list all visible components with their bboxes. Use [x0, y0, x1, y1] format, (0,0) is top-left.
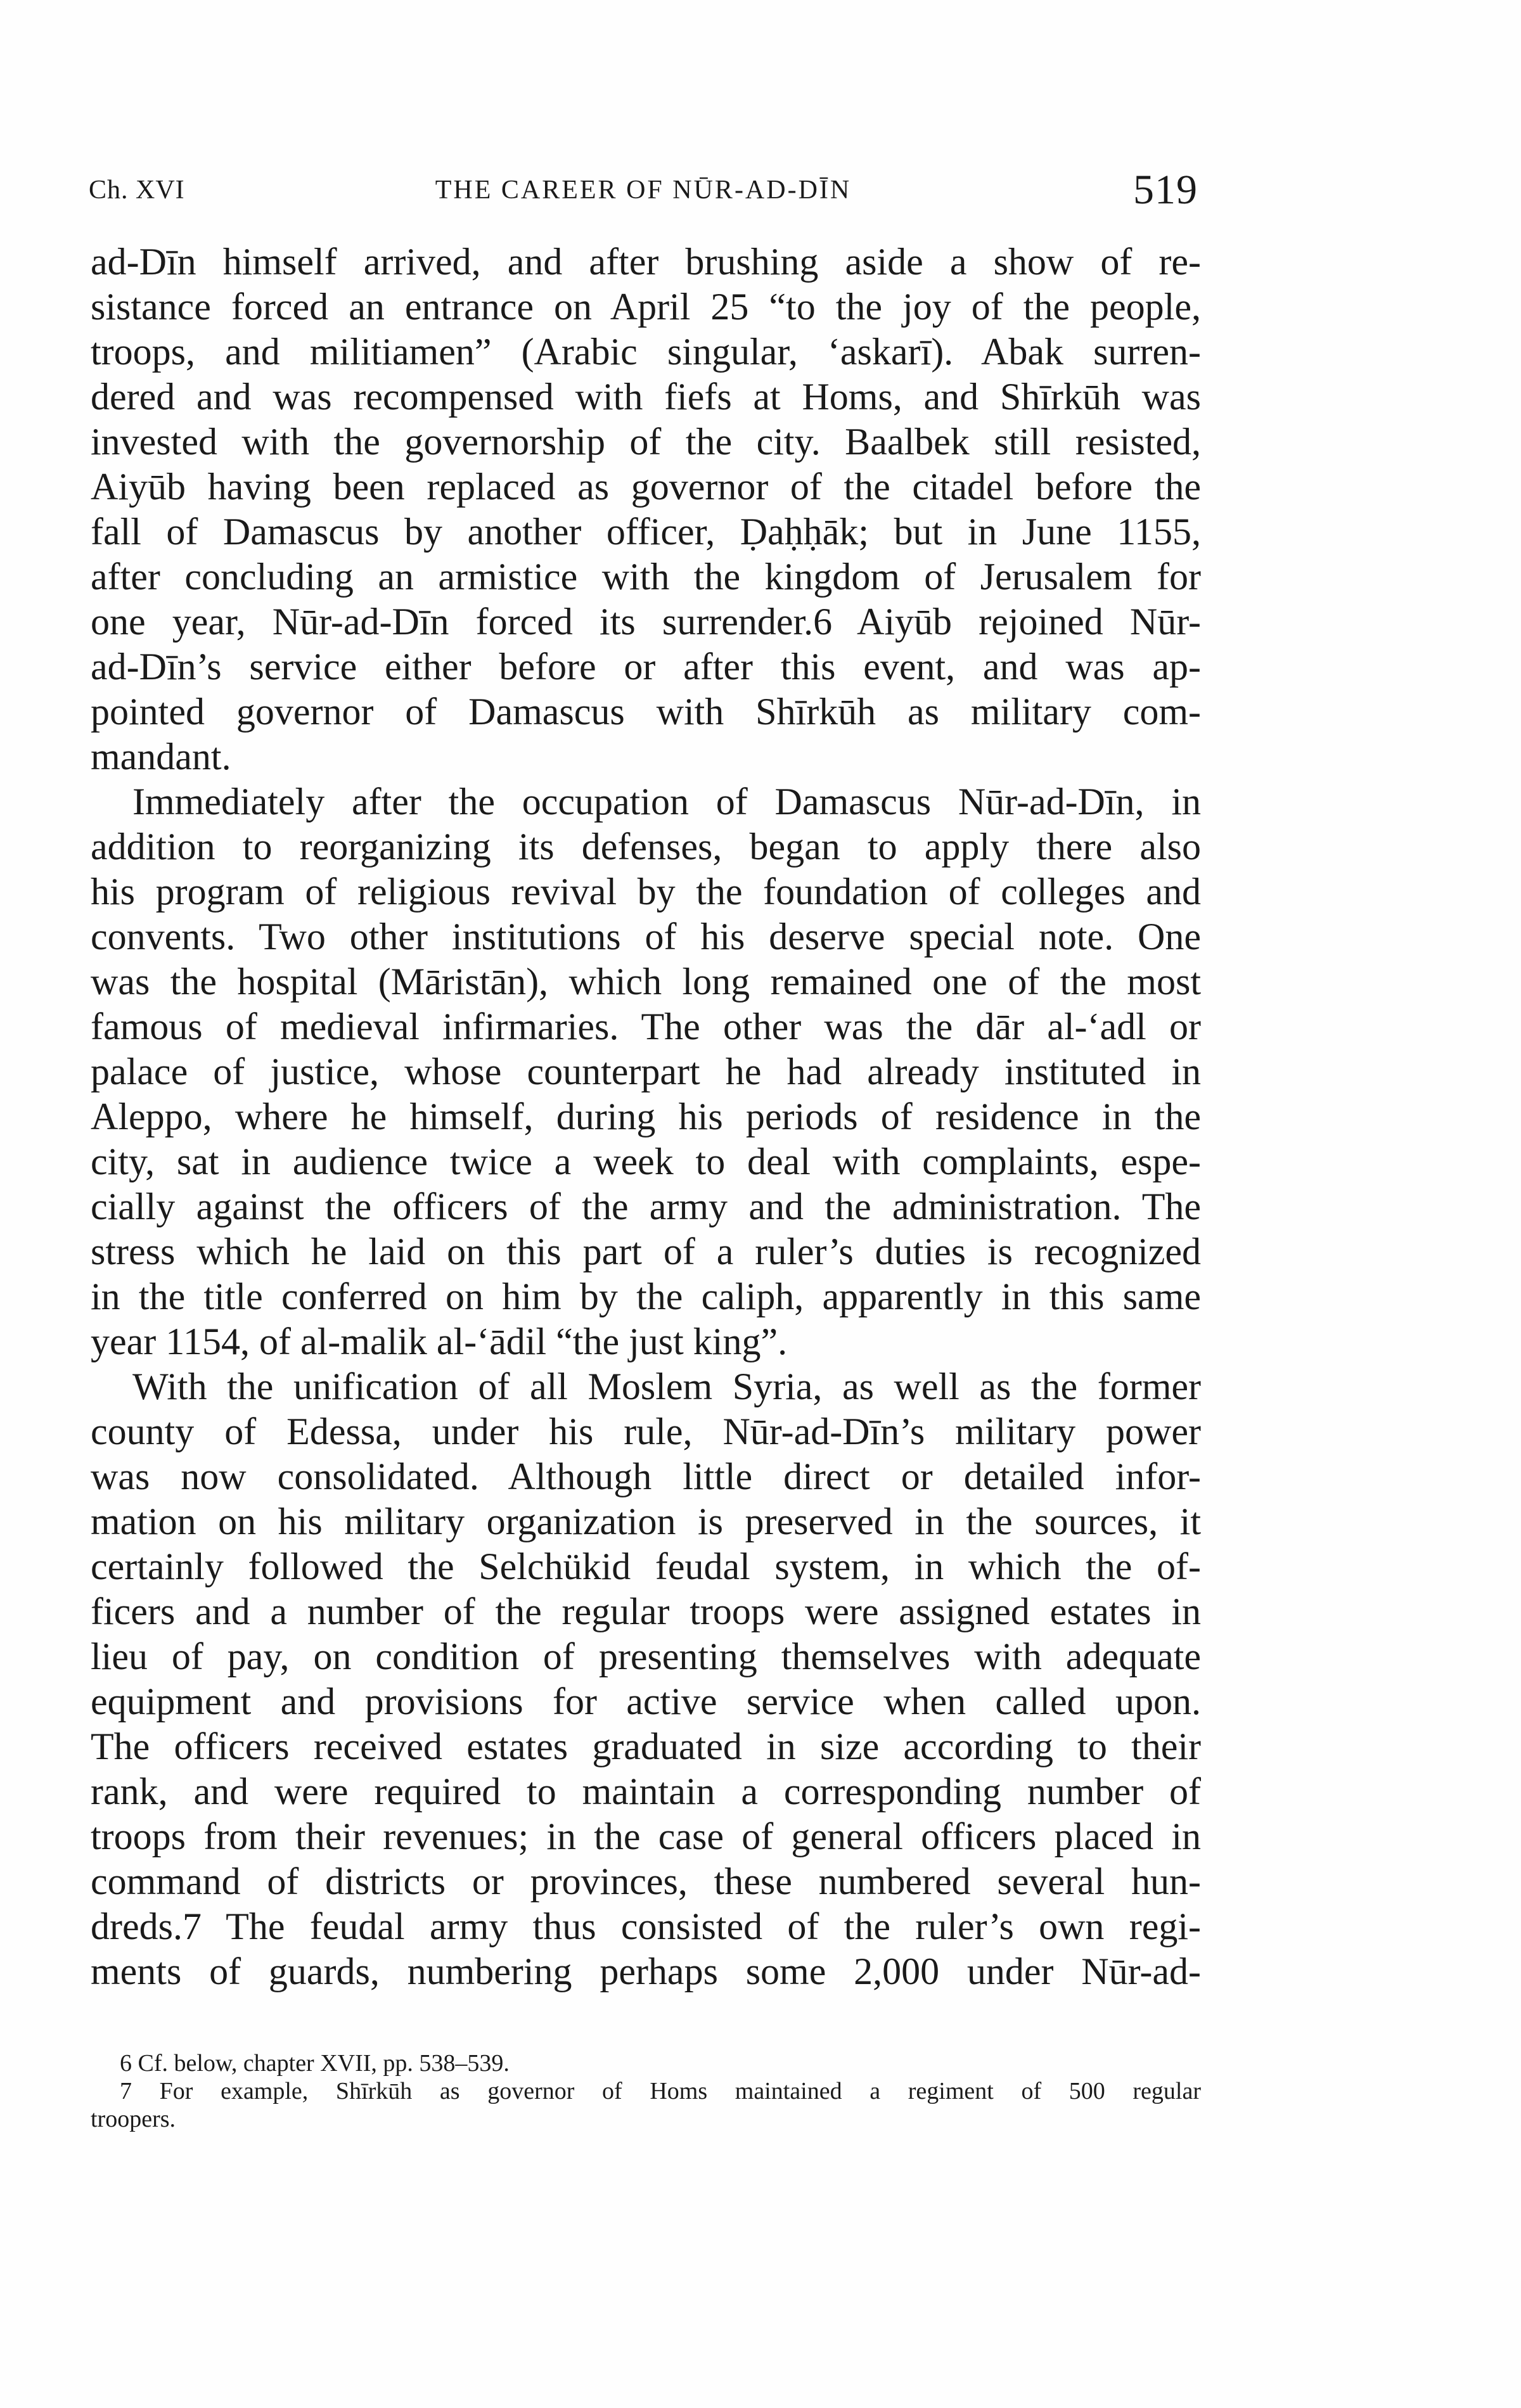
- text-line: mation on his military organization is preserved in the sources, it: [91, 1501, 1201, 1542]
- body-text: [91, 240, 1201, 1994]
- text-line: ments of guards, numbering perhaps some 2,000 under Nūr-ad-: [91, 1950, 1201, 1992]
- text-line: equipment and provisions for active service when called upon.: [91, 1681, 1201, 1722]
- text-line: dreds.7 The feudal army thus consisted of the ruler’s own regi-: [91, 1905, 1201, 1947]
- text-line: convents. Two other institutions of his deserve special note. One: [91, 916, 1201, 957]
- footnote: 7 For example, Shīrkūh as governor of Homs maintained a regiment of 500 regular: [120, 2078, 1201, 2104]
- text-line: Aleppo, where he himself, during his periods of residence in the: [91, 1096, 1201, 1137]
- text-line: one year, Nūr-ad-Dīn forced its surrender.6 Aiyūb rejoined Nūr-: [91, 601, 1201, 643]
- text-line: ad-Dīn’s service either before or after this event, and was ap-: [91, 646, 1201, 688]
- text-line: ad-Dīn himself arrived, and after brushing aside a show of re-: [91, 241, 1201, 283]
- text-line: dered and was recompensed with fiefs at Homs, and Shīrkūh was: [91, 376, 1201, 418]
- text-line: famous of medieval infirmaries. The other was the dār al-‘adl or: [91, 1006, 1201, 1047]
- text-line: year 1154, of al-malik al-‘ādil “the just king”.: [91, 1321, 788, 1362]
- text-line: addition to reorganizing its defenses, began to apply there also: [91, 826, 1201, 868]
- text-line: sistance forced an entrance on April 25 “to the joy of the people,: [91, 286, 1201, 328]
- footnote: troopers.: [91, 2106, 176, 2132]
- text-line: mandant.: [91, 736, 231, 778]
- text-line: in the title conferred on him by the caliph, apparently in this same: [91, 1276, 1201, 1317]
- text-line: Immediately after the occupation of Damascus Nūr-ad-Dīn, in: [132, 781, 1201, 823]
- footnotes: [91, 2049, 1201, 2133]
- text-line: city, sat in audience twice a week to deal with complaints, espe-: [91, 1141, 1201, 1182]
- text-line: pointed governor of Damascus with Shīrkūh as military com-: [91, 691, 1201, 733]
- text-line: fall of Damascus by another officer, Ḍaḥḥāk; but in June 1155,: [91, 511, 1201, 553]
- text-line: troops from their revenues; in the case of general officers placed in: [91, 1816, 1201, 1857]
- text-line: county of Edessa, under his rule, Nūr-ad-Dīn’s military power: [91, 1411, 1201, 1452]
- text-line: troops, and militiamen” (Arabic singular, ‘askarī). Abak surren-: [91, 331, 1201, 373]
- page-number: 519: [1133, 167, 1198, 213]
- text-line: certainly followed the Selchükid feudal system, in which the of-: [91, 1546, 1201, 1587]
- text-line: The officers received estates graduated in size according to their: [91, 1726, 1201, 1767]
- text-line: invested with the governorship of the city. Baalbek still resisted,: [91, 421, 1201, 463]
- text-line: palace of justice, whose counterpart he had already instituted in: [91, 1051, 1201, 1092]
- text-line: Aiyūb having been replaced as governor of the citadel before the: [91, 466, 1201, 508]
- text-line: cially against the officers of the army and the administration. The: [91, 1186, 1201, 1227]
- text-line: lieu of pay, on condition of presenting themselves with adequate: [91, 1636, 1201, 1677]
- footnote: 6 Cf. below, chapter XVII, pp. 538–539.: [120, 2050, 510, 2077]
- text-line: rank, and were required to maintain a corresponding number of: [91, 1771, 1201, 1812]
- text-line: stress which he laid on this part of a ruler’s duties is recognized: [91, 1231, 1201, 1272]
- running-head: [89, 167, 1198, 214]
- running-title: THE CAREER OF NŪR-AD-DĪN: [435, 176, 852, 205]
- text-line: command of districts or provinces, these numbered several hun-: [91, 1860, 1201, 1902]
- chapter-label: Ch. XVI: [89, 176, 185, 205]
- text-line: after concluding an armistice with the kingdom of Jerusalem for: [91, 556, 1201, 598]
- text-line: his program of religious revival by the foundation of colleges and: [91, 871, 1201, 913]
- text-line: was now consolidated. Although little direct or detailed infor-: [91, 1456, 1201, 1497]
- text-line: was the hospital (Māristān), which long remained one of the most: [91, 961, 1201, 1002]
- text-line: With the unification of all Moslem Syria, as well as the former: [132, 1366, 1201, 1407]
- text-line: ficers and a number of the regular troops were assigned estates in: [91, 1591, 1201, 1632]
